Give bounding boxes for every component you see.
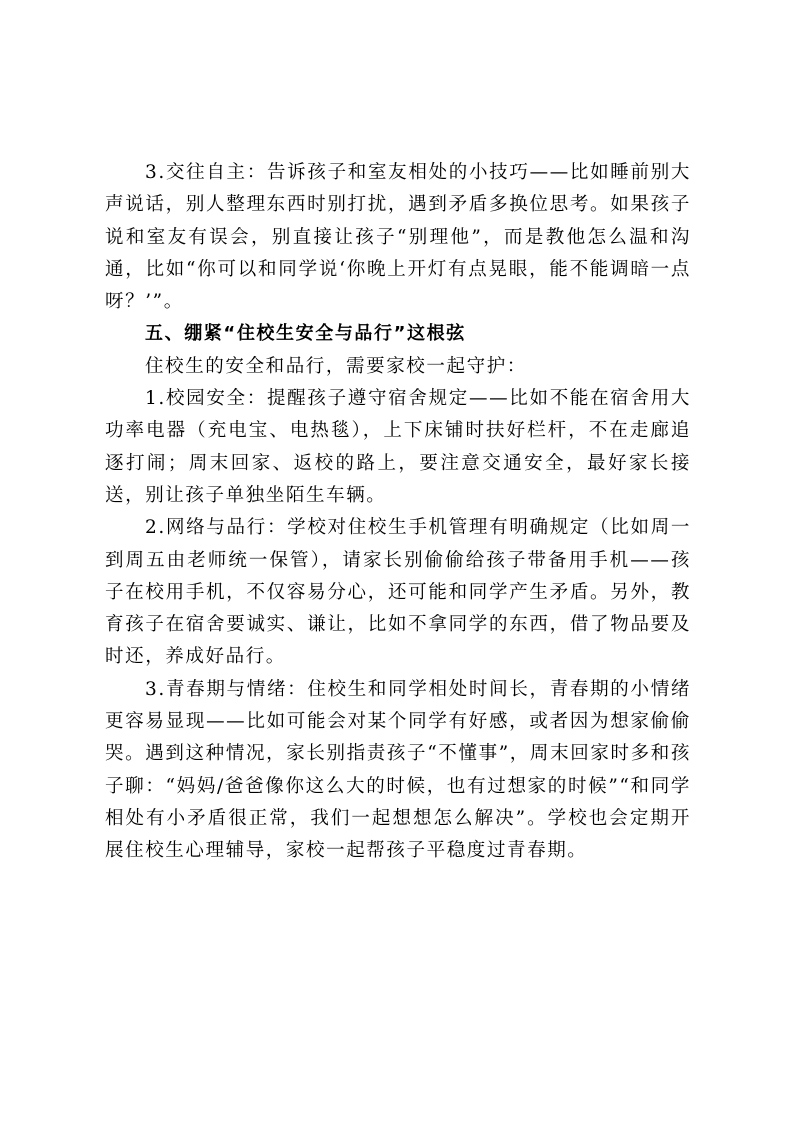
- paragraph-adolescence-emotion: 3.青春期与情绪：住校生和同学相处时间长，青春期的小情绪更容易显现——比如可能会对某个同学有好感，或者因为想家偷偷哭。遇到这种情况，家长别指责孩子“不懂事”，周末回家时多和孩子聊：“妈妈/爸爸像你这么大的时候，也有过想家的时候”“和同学相处有小矛盾很正常，我们一起想想怎么解决”。学校也会定期开展住校生心理辅导，家校一起帮孩子平稳度过青春期。: [105, 678, 691, 862]
- section-heading-safety-conduct: 五、绷紧“住校生安全与品行”这根弦: [145, 323, 466, 345]
- paragraph-campus-safety: 1.校园安全：提醒孩子遵守宿舍规定——比如不能在宿舍用大功率电器（充电宝、电热毯），上下床铺时扶好栏杆，不在走廊追逐打闹；周末回家、返校的路上，要注意交通安全，最好家长接送，别让孩子单独坐陌生车辆。: [105, 388, 691, 506]
- paragraph-intro: 住校生的安全和品行，需要家校一起守护：: [145, 355, 527, 377]
- paragraph-network-conduct: 2.网络与品行：学校对住校生手机管理有明确规定（比如周一到周五由老师统一保管），请家长别偷偷给孩子带备用手机——孩子在校用手机，不仅容易分心，还可能和同学产生矛盾。另外，教育孩子在宿舍要诚实、谦让，比如不拿同学的东西，借了物品要及时还，养成好品行。: [105, 517, 691, 668]
- paragraph-social-independence: 3.交往自主：告诉孩子和室友相处的小技巧——比如睡前别大声说话，别人整理东西时别打扰，遇到矛盾多换位思考。如果孩子说和室友有误会，别直接让孩子“别理他”，而是教他怎么温和沟通，比如“你可以和同学说‘你晚上开灯有点晃眼，能不能调暗一点呀？’”。: [105, 162, 691, 313]
- document-body: [105, 157, 691, 868]
